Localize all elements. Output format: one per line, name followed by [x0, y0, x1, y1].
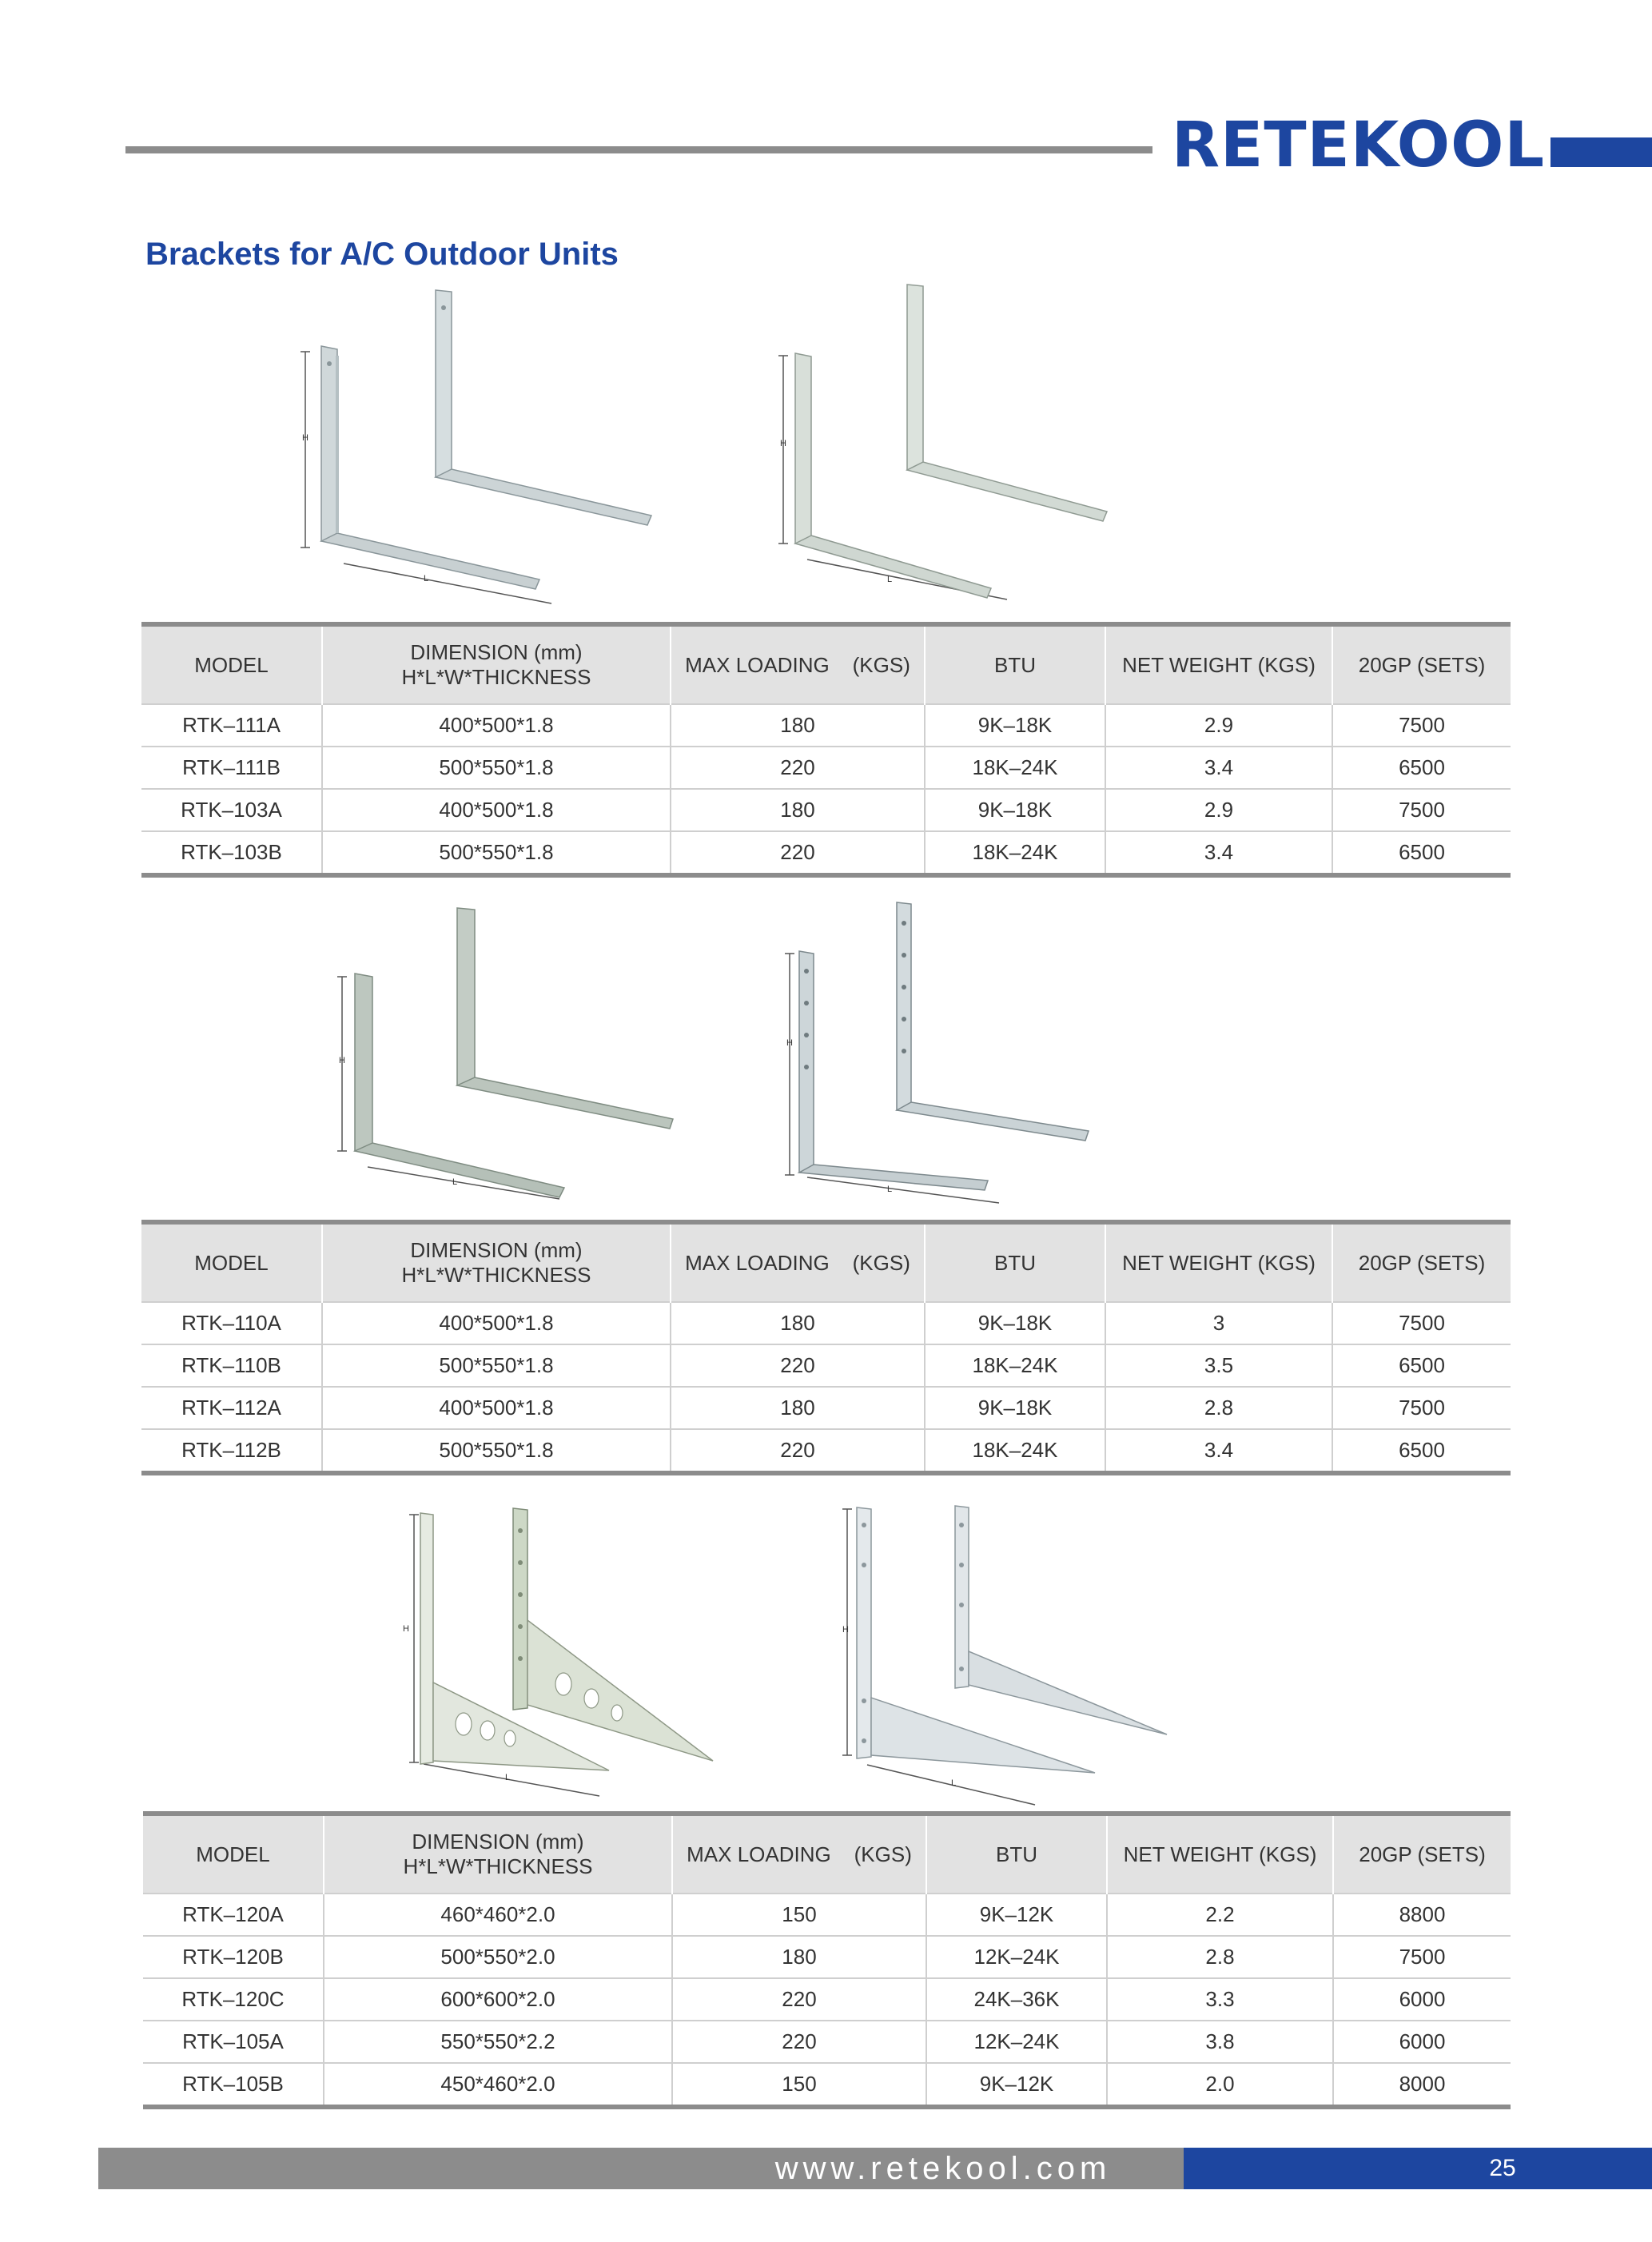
cell-btu: 18K–24K — [925, 1429, 1105, 1473]
cell-max-loading: 180 — [671, 1387, 925, 1429]
table-row — [143, 1936, 1511, 1978]
cell-model: RTK–111A — [141, 704, 322, 747]
cell-model: RTK–120B — [143, 1936, 324, 1978]
cell-dimension: 460*460*2.0 — [324, 1894, 672, 1936]
cell-net-weight: 2.9 — [1105, 704, 1332, 747]
page-number: 25 — [1489, 2155, 1516, 2181]
cell-20gp: 7500 — [1332, 1302, 1511, 1344]
cell-model: RTK–112B — [141, 1429, 322, 1473]
cell-dimension: 500*550*1.8 — [322, 1429, 671, 1473]
table-row — [141, 1302, 1511, 1344]
table-row — [141, 747, 1511, 789]
col-20gp: 20GP (SETS) — [1332, 624, 1511, 704]
table-header-row — [141, 624, 1511, 704]
cell-20gp: 7500 — [1332, 789, 1511, 831]
cell-model: RTK–105B — [143, 2063, 324, 2107]
cell-dimension: 400*500*1.8 — [322, 789, 671, 831]
length-label: L — [505, 1773, 511, 1782]
cell-20gp: 6500 — [1332, 1429, 1511, 1473]
col-max-loading: MAX LOADING (KGS) — [672, 1814, 926, 1894]
cell-20gp: 6500 — [1332, 831, 1511, 875]
cell-btu: 9K–12K — [926, 1894, 1107, 1936]
table-row — [143, 1894, 1511, 1936]
cell-model: RTK–103A — [141, 789, 322, 831]
cell-net-weight: 2.2 — [1107, 1894, 1333, 1936]
cell-dimension: 500*550*1.8 — [322, 1344, 671, 1387]
cell-dimension: 400*500*1.8 — [322, 1387, 671, 1429]
cell-btu: 9K–18K — [925, 1387, 1105, 1429]
cell-model: RTK–105A — [143, 2021, 324, 2063]
length-label: L — [887, 1185, 893, 1194]
spec-table-3 — [143, 1811, 1511, 2109]
cell-dimension: 500*550*1.8 — [322, 747, 671, 789]
col-model: MODEL — [143, 1814, 324, 1894]
height-label: H — [780, 439, 786, 448]
col-net-weight: NET WEIGHT (KGS) — [1107, 1814, 1333, 1894]
cell-max-loading: 150 — [672, 1894, 926, 1936]
cell-net-weight: 3.4 — [1105, 1429, 1332, 1473]
cell-net-weight: 3.4 — [1105, 831, 1332, 875]
table-row — [141, 1387, 1511, 1429]
cell-20gp: 7500 — [1332, 704, 1511, 747]
cell-20gp: 7500 — [1333, 1936, 1511, 1978]
cell-20gp: 6500 — [1332, 1344, 1511, 1387]
footer-website-link[interactable]: www.retekool.com — [774, 2151, 1112, 2186]
cell-max-loading: 220 — [671, 1429, 925, 1473]
cell-20gp: 6000 — [1333, 2021, 1511, 2063]
height-label: H — [842, 1625, 849, 1635]
cell-model: RTK–112A — [141, 1387, 322, 1429]
cell-model: RTK–103B — [141, 831, 322, 875]
cell-20gp: 6000 — [1333, 1978, 1511, 2021]
table-row — [143, 2063, 1511, 2107]
cell-max-loading: 220 — [672, 2021, 926, 2063]
bracket-image-rtk-105 — [831, 1501, 1167, 1805]
table-row — [141, 789, 1511, 831]
spec-table-2 — [141, 1220, 1511, 1475]
cell-max-loading: 150 — [672, 2063, 926, 2107]
cell-model: RTK–120C — [143, 1978, 324, 2021]
cell-net-weight: 3.8 — [1107, 2021, 1333, 2063]
cell-dimension: 600*600*2.0 — [324, 1978, 672, 2021]
page-title: Brackets for A/C Outdoor Units — [145, 237, 619, 272]
cell-net-weight: 3.5 — [1105, 1344, 1332, 1387]
cell-20gp: 6500 — [1332, 747, 1511, 789]
cell-net-weight: 3 — [1105, 1302, 1332, 1344]
cell-net-weight: 3.4 — [1105, 747, 1332, 789]
col-dimension-line2: H*L*W*THICKNESS — [401, 1263, 591, 1287]
cell-btu: 18K–24K — [925, 831, 1105, 875]
col-dimension — [322, 1222, 671, 1302]
height-label: H — [339, 1056, 345, 1065]
cell-dimension: 450*460*2.0 — [324, 2063, 672, 2107]
cell-20gp: 7500 — [1332, 1387, 1511, 1429]
table-header-row — [143, 1814, 1511, 1894]
cell-max-loading: 220 — [671, 747, 925, 789]
col-dimension — [324, 1814, 672, 1894]
cell-max-loading: 180 — [671, 789, 925, 831]
cell-btu: 9K–18K — [925, 789, 1105, 831]
table-row — [143, 1978, 1511, 2021]
cell-model: RTK–111B — [141, 747, 322, 789]
col-dimension-line2: H*L*W*THICKNESS — [403, 1854, 593, 1878]
col-dimension-line1: DIMENSION (mm) — [412, 1830, 584, 1854]
cell-btu: 9K–12K — [926, 2063, 1107, 2107]
cell-20gp: 8000 — [1333, 2063, 1511, 2107]
col-dimension — [322, 624, 671, 704]
cell-max-loading: 220 — [671, 831, 925, 875]
cell-btu: 24K–36K — [926, 1978, 1107, 2021]
col-net-weight: NET WEIGHT (KGS) — [1105, 1222, 1332, 1302]
col-net-weight: NET WEIGHT (KGS) — [1105, 624, 1332, 704]
height-label: H — [403, 1624, 409, 1634]
col-model: MODEL — [141, 1222, 322, 1302]
length-label: L — [951, 1778, 957, 1788]
cell-max-loading: 220 — [672, 1978, 926, 2021]
cell-max-loading: 180 — [672, 1936, 926, 1978]
cell-net-weight: 2.9 — [1105, 789, 1332, 831]
cell-max-loading: 180 — [671, 1302, 925, 1344]
cell-btu: 12K–24K — [926, 2021, 1107, 2063]
cell-btu: 18K–24K — [925, 747, 1105, 789]
cell-net-weight: 3.3 — [1107, 1978, 1333, 2021]
cell-model: RTK–110A — [141, 1302, 322, 1344]
cell-dimension: 400*500*1.8 — [322, 704, 671, 747]
cell-20gp: 8800 — [1333, 1894, 1511, 1936]
cell-btu: 18K–24K — [925, 1344, 1105, 1387]
table-row — [141, 831, 1511, 875]
col-btu: BTU — [925, 624, 1105, 704]
cell-dimension: 500*550*2.0 — [324, 1936, 672, 1978]
table-header-row — [141, 1222, 1511, 1302]
cell-dimension: 500*550*1.8 — [322, 831, 671, 875]
brand-logo: RETEKOOL — [1172, 110, 1546, 181]
length-label: L — [452, 1177, 458, 1187]
cell-btu: 9K–18K — [925, 704, 1105, 747]
col-btu: BTU — [926, 1814, 1107, 1894]
col-model: MODEL — [141, 624, 322, 704]
bracket-image-rtk-110 — [328, 903, 679, 1199]
cell-model: RTK–110B — [141, 1344, 322, 1387]
table-row — [141, 1344, 1511, 1387]
bracket-image-rtk-112 — [775, 899, 1095, 1203]
col-dimension-line2: H*L*W*THICKNESS — [401, 665, 591, 689]
col-20gp: 20GP (SETS) — [1332, 1222, 1511, 1302]
cell-dimension: 400*500*1.8 — [322, 1302, 671, 1344]
length-label: L — [424, 574, 429, 583]
table-row — [143, 2021, 1511, 2063]
cell-max-loading: 180 — [671, 704, 925, 747]
col-dimension-line1: DIMENSION (mm) — [410, 640, 583, 664]
bracket-image-rtk-111 — [288, 284, 671, 603]
logo-accent-bar — [1550, 137, 1652, 167]
cell-dimension: 550*550*2.2 — [324, 2021, 672, 2063]
cell-net-weight: 2.8 — [1107, 1936, 1333, 1978]
col-20gp: 20GP (SETS) — [1333, 1814, 1511, 1894]
cell-net-weight: 2.8 — [1105, 1387, 1332, 1429]
bracket-image-rtk-103 — [767, 280, 1119, 607]
cell-max-loading: 220 — [671, 1344, 925, 1387]
cell-model: RTK–120A — [143, 1894, 324, 1936]
cell-btu: 12K–24K — [926, 1936, 1107, 1978]
length-label: L — [887, 575, 893, 584]
col-dimension-line1: DIMENSION (mm) — [410, 1238, 583, 1262]
table-row — [141, 1429, 1511, 1473]
height-label: H — [786, 1038, 793, 1048]
table-row — [141, 704, 1511, 747]
col-max-loading: MAX LOADING (KGS) — [671, 624, 925, 704]
header-rule — [125, 146, 1152, 153]
height-label: H — [302, 433, 309, 443]
cell-net-weight: 2.0 — [1107, 2063, 1333, 2107]
bracket-image-rtk-120 — [400, 1507, 719, 1802]
spec-table-1 — [141, 622, 1511, 878]
cell-btu: 9K–18K — [925, 1302, 1105, 1344]
col-max-loading: MAX LOADING (KGS) — [671, 1222, 925, 1302]
col-btu: BTU — [925, 1222, 1105, 1302]
